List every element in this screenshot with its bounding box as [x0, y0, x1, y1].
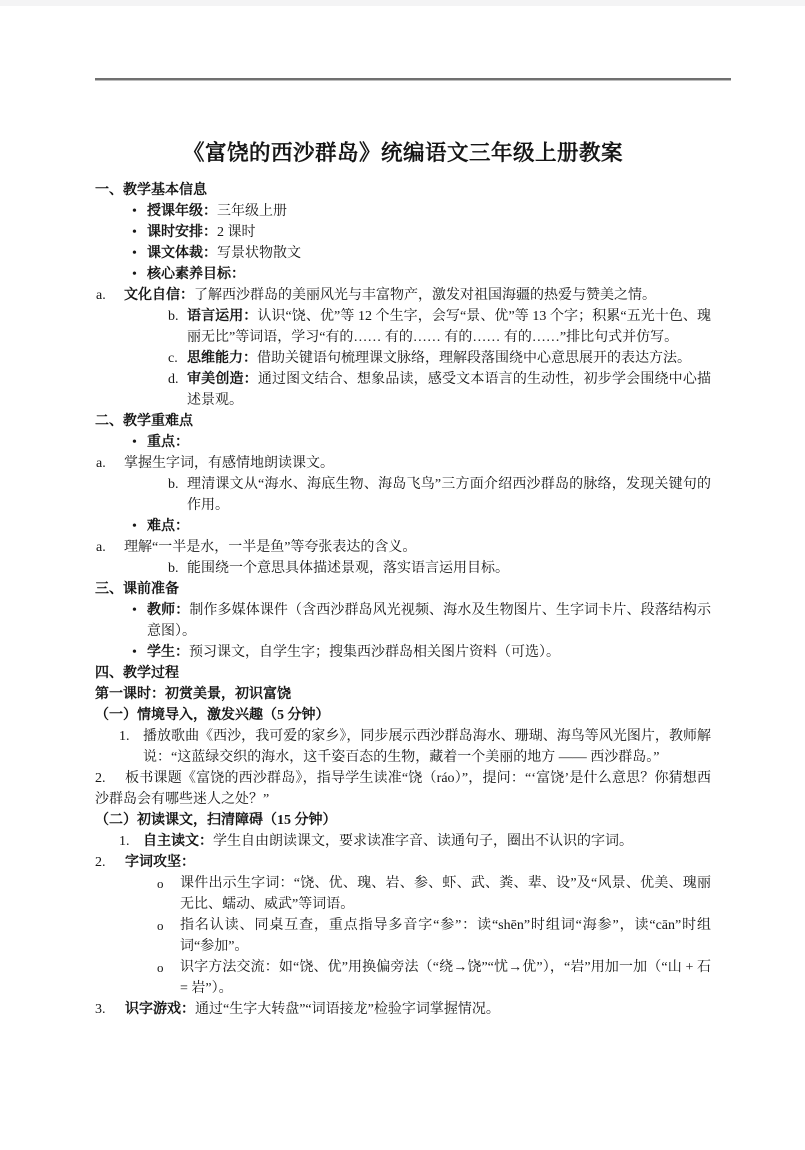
run-label: 审美创造：: [187, 372, 258, 387]
list-marker: 3.: [95, 1002, 106, 1017]
run-label: 学生：: [147, 645, 189, 660]
list-marker: b.: [168, 477, 179, 492]
header-rule: [95, 78, 731, 81]
bullet-item-student: [95, 642, 711, 663]
list-marker: a.: [96, 288, 106, 303]
run-label: 课时安排：: [147, 225, 217, 240]
numbered-item-vocabulary: [95, 852, 711, 873]
run-text: 指名认读、同桌互查，重点指导多音字“参”：读“shēn”时组词“海参”，读“cān”时组词“参加”。: [180, 918, 711, 954]
run-text: 学生自由朗读课文，要求读准字音、读通句子，圈出不认识的字词。: [213, 834, 633, 849]
run-text: 通过图文结合、想象品读，感受文本语言的生动性，初步学会围绕中心描述景观。: [187, 372, 712, 408]
list-marker: d.: [168, 372, 179, 387]
list-marker: b.: [168, 561, 179, 576]
bullet-icon: •: [132, 603, 137, 618]
activity-heading-2: （二）初读课文，扫清障碍（15 分钟）: [95, 813, 337, 828]
lesson-heading: 第一课时：初赏美景，初识富饶: [95, 687, 291, 702]
list-marker: 2.: [95, 771, 106, 786]
run-text: 能围绕一个意思具体描述景观，落实语言运用目标。: [187, 561, 509, 576]
run-label: 思维能力：: [187, 351, 257, 366]
run-text: 2 课时: [217, 225, 256, 240]
bullet-item-key-points: [95, 432, 711, 453]
run-label: 识字游戏：: [125, 1002, 195, 1017]
bullet-icon: •: [132, 246, 137, 261]
sub-bullet-item-polyphone: [95, 915, 711, 957]
section-heading-2: 二、教学重难点: [95, 414, 193, 429]
bullet-icon: •: [132, 645, 137, 660]
lettered-item-culture: [95, 285, 711, 306]
run-label: 自主读文：: [143, 834, 213, 849]
bullet-icon: •: [132, 435, 137, 450]
run-label: 文化自信：: [124, 288, 194, 303]
numbered-item-board-title: [95, 768, 711, 810]
list-marker: a.: [96, 456, 106, 471]
bullet-icon: •: [132, 519, 137, 534]
list-marker: c.: [168, 351, 178, 366]
run-text: 课件出示生字词：“饶、优、瑰、岩、参、虾、武、粪、辈、设”及“风景、优美、瑰丽无比、蠕动、威武”等词语。: [180, 876, 711, 912]
numbered-item-song: [95, 726, 711, 768]
circle-bullet-icon: o: [157, 876, 164, 891]
lettered-item-language: [95, 306, 711, 348]
run-text: 了解西沙群岛的美丽风光与丰富物产，激发对祖国海疆的热爱与赞美之情。: [194, 288, 656, 303]
list-marker: 1.: [119, 834, 130, 849]
run-text: 识字方法交流：如“饶、优”用换偏旁法（“绕→饶”“忧→优”），“岩”用加一加（“山 + 石 = 岩”）。: [180, 960, 711, 996]
list-marker: a.: [96, 540, 106, 555]
run-label: 教师：: [147, 603, 190, 618]
numbered-item-free-reading: [95, 831, 711, 852]
run-label: 授课年级：: [147, 204, 217, 219]
run-text: 三年级上册: [217, 204, 287, 219]
circle-bullet-icon: o: [157, 918, 164, 933]
activity-heading-1: （一）情境导入，激发兴趣（5 分钟）: [95, 708, 330, 723]
list-marker: 2.: [95, 855, 106, 870]
document-title: 《富饶的西沙群岛》统编语文三年级上册教案: [182, 141, 623, 165]
run-text: 播放歌曲《西沙，我可爱的家乡》，同步展示西沙群岛海水、珊瑚、海鸟等风光图片，教师解说：“这蓝绿交织的海水，这千姿百态的生物，藏着一个美丽的地方 —— 西沙群岛。”: [143, 729, 711, 765]
lettered-item-thinking: [95, 348, 711, 369]
run-label: 重点：: [147, 435, 189, 450]
sub-bullet-item-wordlist: [95, 873, 711, 915]
run-text: 预习课文，自学生字；搜集西沙群岛相关图片资料（可选）。: [189, 645, 560, 660]
run-text: 通过“生字大转盘”“词语接龙”检验字词掌握情况。: [195, 1002, 500, 1017]
run-text: 借助关键语句梳理课文脉络，理解段落围绕中心意思展开的表达方法。: [257, 351, 691, 366]
bullet-icon: •: [132, 225, 137, 240]
run-text: 板书课题《富饶的西沙群岛》，指导学生读准“饶（ráo）”，提问：“‘富饶’是什么意思？你猜想西沙群岛会有哪些迷人之处？”: [95, 771, 711, 807]
bullet-item-periods: [95, 222, 711, 243]
lettered-item-words: [95, 453, 711, 474]
run-label: 核心素养目标：: [147, 267, 245, 282]
run-text: 认识“饶、优”等 12 个生字，会写“景、优”等 13 个字；积累“五光十色、瑰丽无比”等词语，学习“有的…… 有的…… 有的…… 有的……”排比句式并仿写。: [187, 309, 711, 345]
bullet-item-grade: [95, 201, 711, 222]
sub-bullet-item-methods: [95, 957, 711, 999]
bullet-icon: •: [132, 204, 137, 219]
section-heading-4: 四、教学过程: [95, 666, 179, 681]
run-text: 制作多媒体课件（含西沙群岛风光视频、海水及生物图片、生字词卡片、段落结构示意图）。: [147, 603, 712, 639]
run-label: 字词攻坚：: [125, 855, 195, 870]
document-content: [95, 139, 711, 1020]
run-label: 难点：: [147, 519, 189, 534]
run-label: 语言运用：: [187, 309, 258, 324]
circle-bullet-icon: o: [157, 960, 164, 975]
bullet-icon: •: [132, 267, 137, 282]
bullet-item-teacher: [95, 600, 711, 642]
numbered-item-game: [95, 999, 711, 1020]
section-heading-3: 三、课前准备: [95, 582, 179, 597]
lettered-item-aesthetic: [95, 369, 711, 411]
run-text: 理解“一半是水，一半是鱼”等夸张表达的含义。: [124, 540, 417, 555]
run-text: 写景状物散文: [217, 246, 301, 261]
lettered-item-describe: [95, 558, 711, 579]
bullet-item-difficulties: [95, 516, 711, 537]
section-heading-1: 一、教学基本信息: [95, 183, 207, 198]
list-marker: 1.: [119, 729, 130, 744]
bullet-item-genre: [95, 243, 711, 264]
run-label: 课文体裁：: [147, 246, 217, 261]
lettered-item-structure: [95, 474, 711, 516]
top-strip: [0, 0, 805, 6]
run-text: 理清课文从“海水、海底生物、海岛飞鸟”三方面介绍西沙群岛的脉络，发现关键句的作用。: [187, 477, 711, 513]
list-marker: b.: [168, 309, 179, 324]
lettered-item-hyperbole: [95, 537, 711, 558]
run-text: 掌握生字词，有感情地朗读课文。: [124, 456, 334, 471]
bullet-item-goals: [95, 264, 711, 285]
